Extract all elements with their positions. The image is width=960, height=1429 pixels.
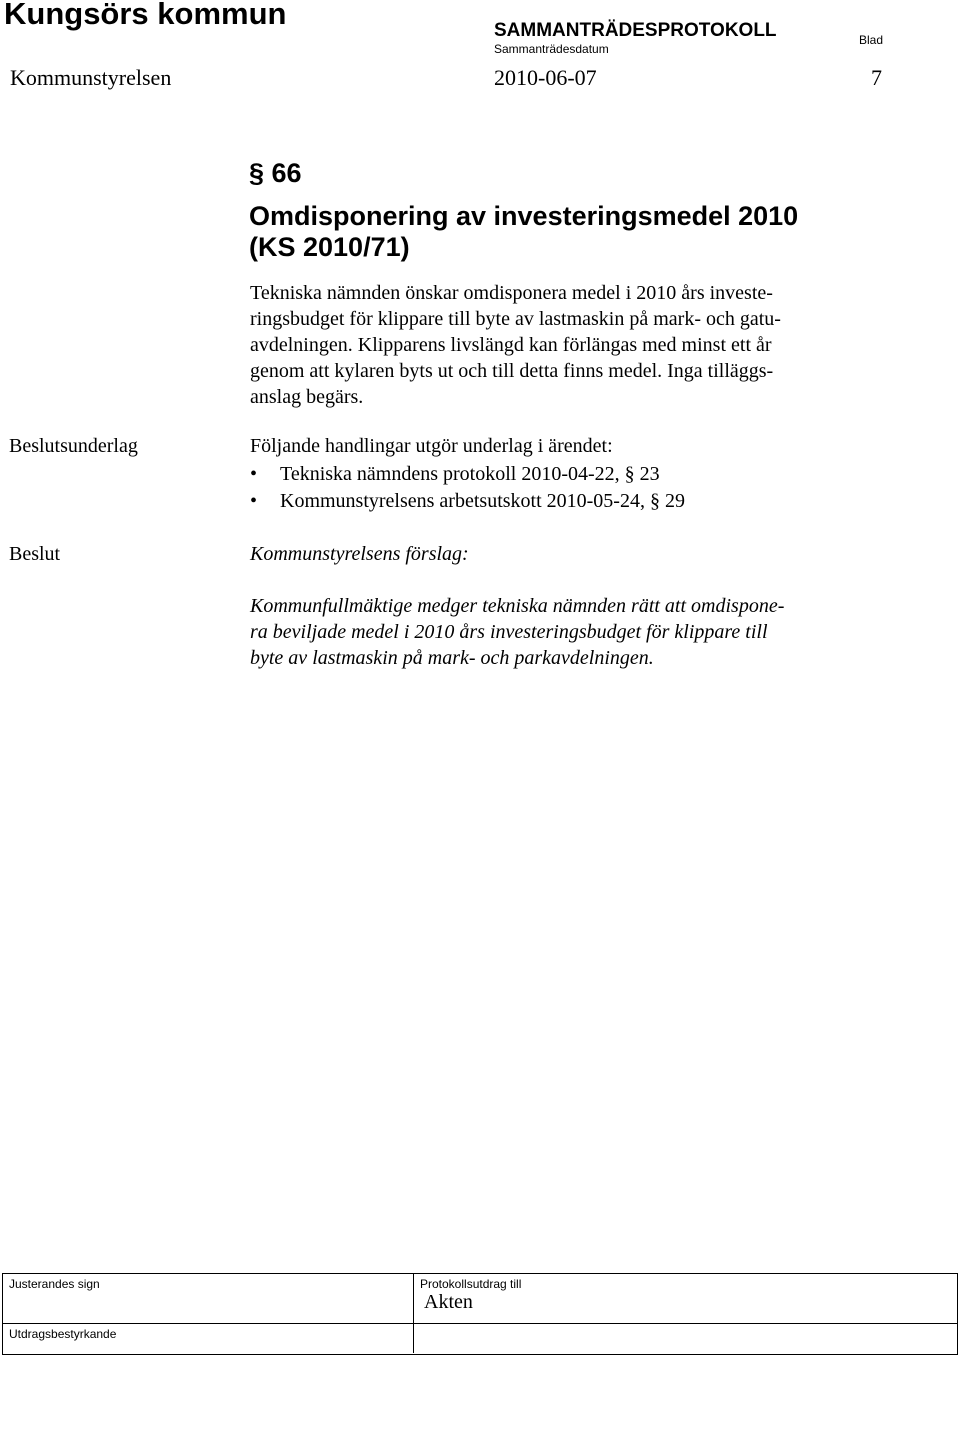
proposal-text	[250, 593, 870, 671]
basis-document-item	[250, 463, 660, 486]
extract-label: Protokollsutdrag till	[420, 1277, 522, 1291]
item-title-line: (KS 2010/71)	[249, 232, 410, 262]
basis-document-text: Tekniska nämndens protokoll 2010-04-22, § 23	[280, 463, 660, 485]
extract-cell	[414, 1274, 958, 1354]
extract-recipient: Akten	[424, 1291, 473, 1313]
certifier-label: Utdragsbestyrkande	[9, 1327, 117, 1341]
proposal-line: Kommunfullmäktige medger tekniska nämnden rätt att omdispone-	[250, 595, 785, 617]
organization-name: Kungsörs kommun	[4, 0, 287, 31]
row-divider	[3, 1323, 414, 1324]
description-line: genom att kylaren byts ut och till detta finns medel. Inga tilläggs-	[250, 360, 774, 382]
page-number: 7	[871, 65, 882, 90]
description-line: avdelningen. Klipparens livslängd kan förlängas med minst ett år	[250, 334, 772, 356]
basis-label: Beslutsunderlag	[9, 435, 138, 457]
meeting-date-label: Sammanträdesdatum	[494, 42, 609, 56]
description-line: anslag begärs.	[250, 386, 364, 408]
proposal-line: ra beviljade medel i 2010 års investeringsbudget för klippare till	[250, 621, 768, 643]
signer-cell	[3, 1274, 414, 1353]
proposal-line: byte av lastmaskin på mark- och parkavdelningen.	[250, 647, 654, 669]
footer-table	[2, 1273, 958, 1355]
bullet-icon: •	[250, 490, 258, 512]
description-line: ringsbudget för klippare till byte av lastmaskin på mark- och gatu-	[250, 308, 781, 330]
bullet-icon: •	[250, 463, 258, 485]
row-divider	[414, 1323, 958, 1324]
meeting-date: 2010-06-07	[494, 65, 597, 90]
decision-label: Beslut	[9, 543, 61, 565]
description-line: Tekniska nämnden önskar omdisponera medel i 2010 års investe-	[250, 282, 773, 304]
item-title-line: Omdisponering av investeringsmedel 2010	[249, 201, 799, 231]
signer-label: Justerandes sign	[9, 1277, 100, 1291]
paragraph-number: § 66	[249, 158, 302, 188]
item-description	[250, 280, 865, 410]
document-type: SAMMANTRÄDESPROTOKOLL	[494, 20, 777, 41]
proposal-heading: Kommunstyrelsens förslag:	[250, 543, 469, 565]
page-label: Blad	[859, 33, 884, 47]
basis-document-text: Kommunstyrelsens arbetsutskott 2010-05-24, § 29	[280, 490, 685, 512]
basis-document-item	[250, 490, 685, 513]
basis-intro: Följande handlingar utgör underlag i ärendet:	[250, 435, 613, 457]
governing-body: Kommunstyrelsen	[10, 65, 172, 90]
